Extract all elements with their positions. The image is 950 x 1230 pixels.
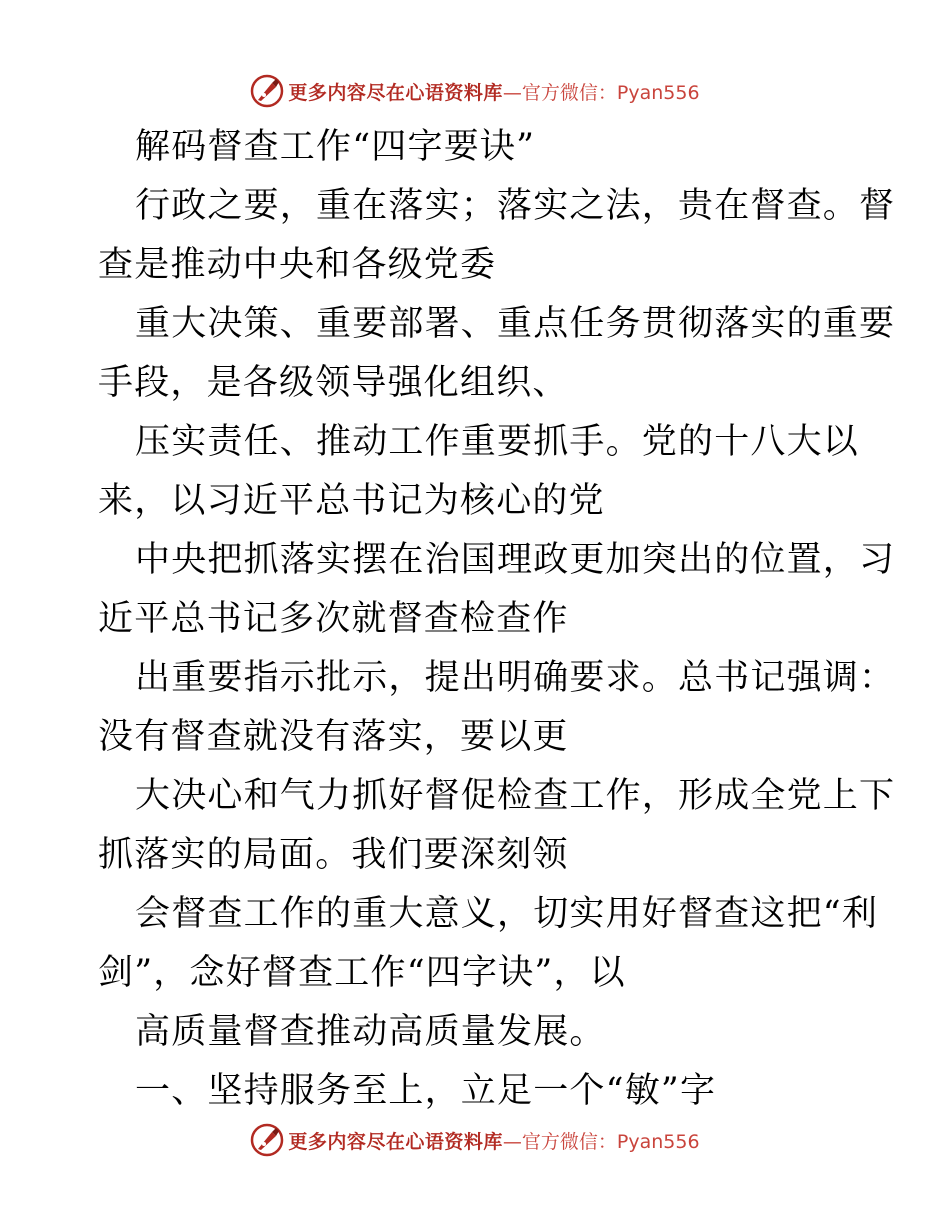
watermark-banner-top bbox=[0, 71, 950, 111]
paragraph-line: 中央把抓落实摆在治国理政更加突出的位置，习 bbox=[135, 540, 896, 580]
paragraph-line: 手段，是各级领导强化组织、 bbox=[98, 363, 569, 403]
paragraph-line: 压实责任、推动工作重要抓手。党的十八大以 bbox=[135, 422, 860, 462]
document-title: 解码督查工作“四字要诀” bbox=[135, 127, 536, 167]
paragraph-line: 来，以习近平总书记为核心的党 bbox=[98, 481, 605, 521]
paragraph-line: 大决心和气力抓好督促检查工作，形成全党上下 bbox=[135, 776, 896, 816]
paragraph-line: 重大决策、重要部署、重点任务贯彻落实的重要 bbox=[135, 304, 896, 344]
paragraph-line: 抓落实的局面。我们要深刻领 bbox=[98, 835, 569, 875]
paragraph-line: 高质量督查推动高质量发展。 bbox=[135, 1012, 606, 1052]
document-body bbox=[98, 118, 896, 1121]
section-heading: 一、坚持服务至上，立足一个“敏”字 bbox=[135, 1071, 717, 1111]
paragraph-line: 剑”，念好督查工作“四字诀”，以 bbox=[98, 953, 626, 993]
watermark-banner-bottom bbox=[0, 1120, 950, 1160]
pen-nib-logo-icon bbox=[250, 74, 284, 108]
paragraph-line: 查是推动中央和各级党委 bbox=[98, 245, 497, 285]
watermark-text: 更多内容尽在心语资料库 bbox=[288, 81, 503, 104]
paragraph-line: 出重要指示批示，提出明确要求。总书记强调： bbox=[135, 658, 896, 698]
paragraph-line: 没有督查就没有落实，要以更 bbox=[98, 717, 569, 757]
watermark-wechat: —官方微信：Pyan556 bbox=[502, 81, 700, 104]
paragraph-line: 会督查工作的重大意义，切实用好督查这把“利 bbox=[135, 894, 879, 934]
watermark-text: 更多内容尽在心语资料库 bbox=[288, 1130, 503, 1153]
paragraph-line: 行政之要，重在落实；落实之法，贵在督查。督 bbox=[135, 186, 896, 226]
paragraph-line: 近平总书记多次就督查检查作 bbox=[98, 599, 569, 639]
watermark-wechat: —官方微信：Pyan556 bbox=[502, 1130, 700, 1153]
pen-nib-logo-icon bbox=[250, 1123, 284, 1157]
